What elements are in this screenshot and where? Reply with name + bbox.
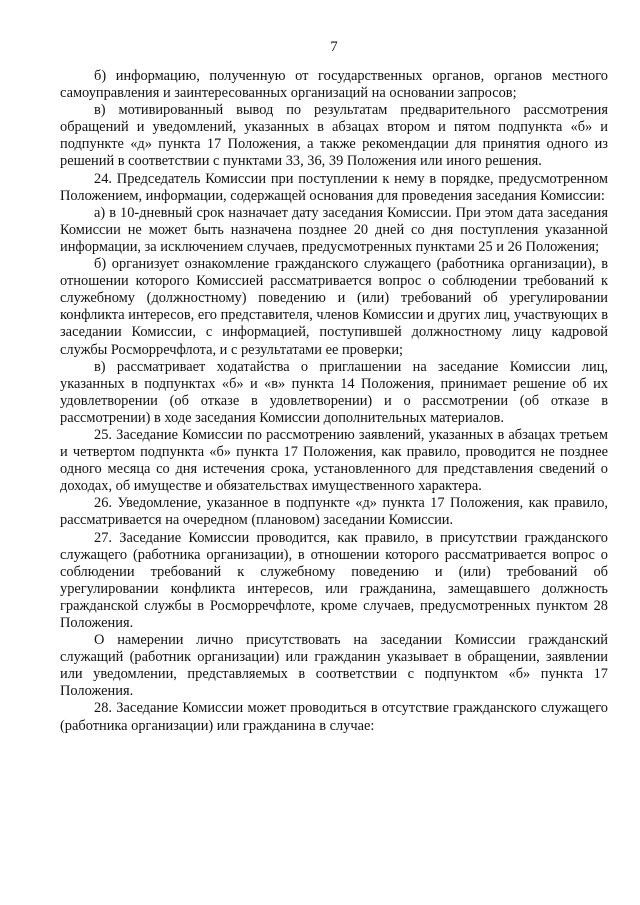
paragraph-23v: в) мотивированный вывод по результатам предварительного рассмотрения обращений и уведомлений, указанных в абзацах втором и пятом подпункта «б» и подпункте «д» пункта 17 Положения, а также рекомендации для принятия одного из решений в соответствии с пунктами 33, 36, 39 Положения или иного решения.	[60, 102, 608, 170]
paragraph-27: 27. Заседание Комиссии проводится, как правило, в присутствии гражданского служащего (работника организации), в отношении которого рассматривается вопрос о соблюдении требований к служебному поведению и (или) требований об урегулировании конфликта интересов, или гражданина, замещавшего должность гражданской службы в Росморречфлоте, кроме случаев, предусмотренных пунктом 28 Положения.	[60, 529, 608, 631]
paragraph-28: 28. Заседание Комиссии может проводиться в отсутствие гражданского служащего (работника организации) или гражданина в случае:	[60, 700, 608, 734]
paragraph-24b: б) организует ознакомление гражданского служащего (работника организации), в отношении которого Комиссией рассматривается вопрос о соблюдении требований к служебному (должностному) поведению и (или) требований об урегулировании конфликта интересов, его представителя, членов Комиссии и других лиц, участвующих в заседании Комиссии, с информацией, поступившей должностному лицу кадровой службы Росморречфлота, и с результатами ее проверки;	[60, 256, 608, 358]
page-number: 7	[330, 39, 338, 55]
paragraph-24v: в) рассматривает ходатайства о приглашении на заседание Комиссии лиц, указанных в подпунктах «б» и «в» пункта 14 Положения, принимает решение об их удовлетворении (об отказе в удовлетворении) и о рассмотрении (об отказе в рассмотрении) в ходе заседания Комиссии дополнительных материалов.	[60, 358, 608, 426]
paragraph-23b: б) информацию, полученную от государственных органов, органов местного самоуправления и заинтересованных организаций на основании запросов;	[60, 68, 608, 102]
paragraph-26: 26. Уведомление, указанное в подпункте «д» пункта 17 Положения, как правило, рассматривается на очередном (плановом) заседании Комиссии.	[60, 495, 608, 529]
paragraph-24a: а) в 10-дневный срок назначает дату заседания Комиссии. При этом дата заседания Комиссии не может быть назначена позднее 20 дней со дня поступления указанной информации, за исключением случаев, предусмотренных пунктами 25 и 26 Положения;	[60, 204, 608, 255]
paragraph-24: 24. Председатель Комиссии при поступлении к нему в порядке, предусмотренном Положением, информации, содержащей основания для проведения заседания Комиссии:	[60, 170, 608, 204]
paragraph-27-note: О намерении лично присутствовать на заседании Комиссии гражданский служащий (работник организации) или гражданин указывает в обращении, заявлении или уведомлении, представляемых в соответствии с подпунктом «б» пункта 17 Положения.	[60, 632, 608, 700]
paragraph-25: 25. Заседание Комиссии по рассмотрению заявлений, указанных в абзацах третьем и четвертом подпункта «б» пункта 17 Положения, как правило, проводится не позднее одного месяца со дня истечения срока, установленного для представления сведений о доходах, об имуществе и обязательствах имущественного характера.	[60, 426, 608, 495]
